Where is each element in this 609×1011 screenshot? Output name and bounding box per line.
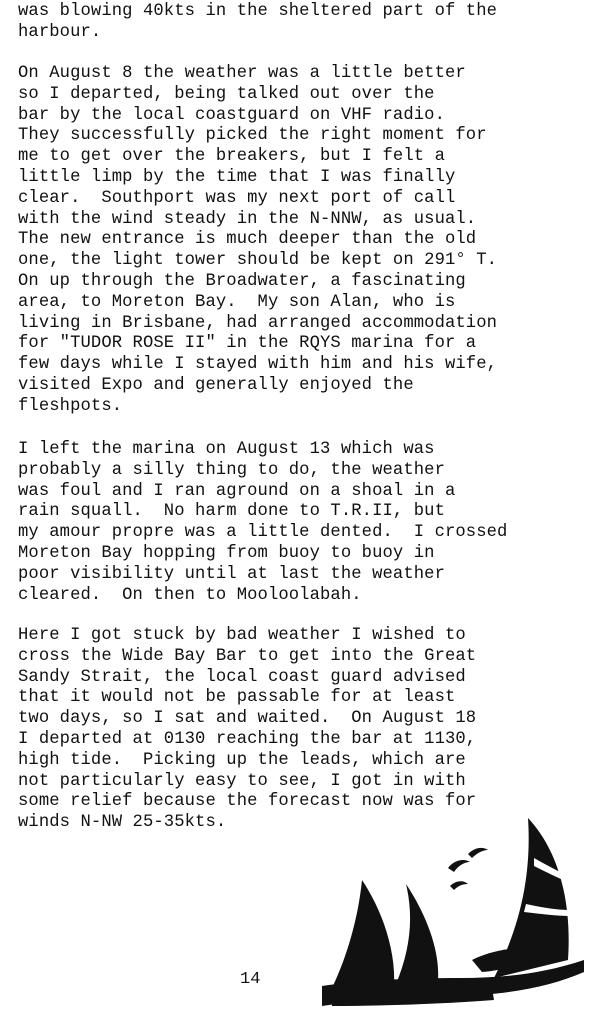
text-line: They successfully picked the right moment for [18,126,487,146]
text-line: with the wind steady in the N-NNW, as usual. [18,209,477,229]
text-line: I departed at 0130 reaching the bar at 1130, [18,729,477,749]
text-line: poor visibility until at last the weather [18,564,445,584]
text-line: bar by the local coastguard on VHF radio. [18,105,445,125]
text-line: my amour propre was a little dented. I crossed [18,523,508,543]
text-line: for "TUDOR ROSE II" in the RQYS marina for a [18,334,477,354]
text-line: I left the marina on August 13 which was [18,440,435,459]
text-line: On up through the Broadwater, a fascinating [18,271,466,291]
text-line: that it would not be passable for at least [18,688,456,708]
text-line: probably a silly thing to do, the weather [18,460,445,480]
text-line: clear. Southport was my next port of call [18,188,456,208]
text-line: The new entrance is much deeper than the old [18,230,477,250]
text-line: Sandy Strait, the local coast guard advised [18,667,466,687]
text-line: was foul and I ran aground on a shoal in a [18,481,456,501]
text-line: was blowing 40kts in the sheltered part of the [18,2,498,21]
text-line: not particularly easy to see, I got in with [18,771,466,791]
text-line: harbour. [18,22,102,42]
page-number: 14 [240,970,261,989]
text-line: area, to Moreton Bay. My son Alan, who is [18,292,456,312]
paragraph-wide-bay-bar [18,626,608,834]
text-line: one, the light tower should be kept on 291° T. [18,251,498,271]
text-line: visited Expo and generally enjoyed the [18,375,414,395]
text-line: cross the Wide Bay Bar to get into the Great [18,646,477,666]
paragraph-august-8 [18,64,608,418]
paragraph-august-13 [18,440,608,606]
text-line: living in Brisbane, had arranged accommodation [18,313,498,333]
text-line: me to get over the breakers, but I felt a [18,147,445,167]
text-line: some relief because the forecast now was for [18,792,477,812]
text-line: winds N-NW 25-35kts. [18,813,227,833]
text-line: high tide. Picking up the leads, which are [18,750,466,770]
text-line: few days while I stayed with him and his wife, [18,355,498,375]
text-line: Moreton Bay hopping from buoy to buoy in [18,543,435,563]
text-line: fleshpots. [18,396,123,416]
text-line: On August 8 the weather was a little better [18,64,466,83]
text-line: little limp by the time that I was finally [18,167,456,187]
sailboats-woodcut-icon [322,810,584,1006]
text-line: two days, so I sat and waited. On August 18 [18,709,477,729]
text-line: cleared. On then to Mooloolabah. [18,585,362,605]
text-line: so I departed, being talked out over the [18,84,435,104]
text-line: Here I got stuck by bad weather I wished to [18,626,466,645]
paragraph-harbour [18,2,608,44]
text-line: rain squall. No harm done to T.R.II, but [18,502,445,522]
